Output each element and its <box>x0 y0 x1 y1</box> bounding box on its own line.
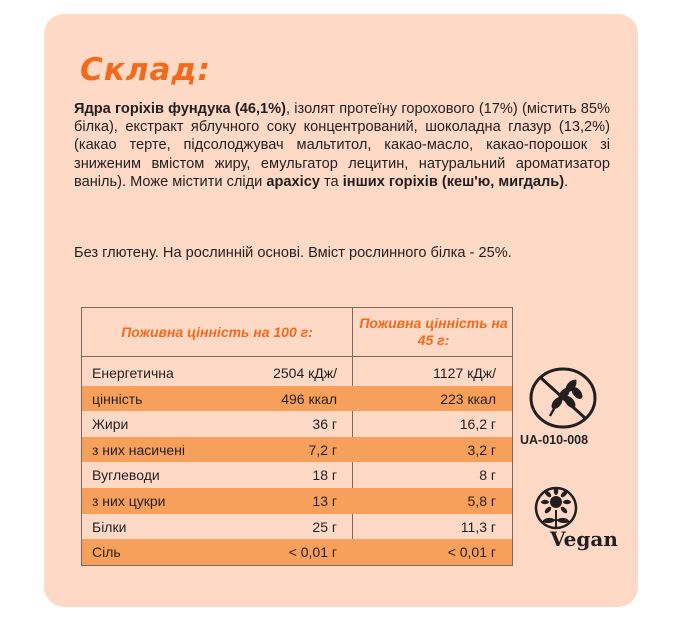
value-100g: 36 г <box>312 416 337 433</box>
gluten-free-icon <box>526 366 600 430</box>
value-45g: 5,8 г <box>467 492 496 509</box>
nutrition-rows <box>82 360 512 565</box>
value-100g: < 0,01 г <box>288 544 337 561</box>
value-100g: 25 г <box>312 518 337 535</box>
row-label: Енергетична <box>92 365 174 381</box>
value-45g: 223 ккал <box>440 390 496 407</box>
table-row <box>82 462 512 488</box>
value-45g: 1127 кДж/ <box>433 365 496 381</box>
table-row <box>82 411 512 437</box>
row-label: Сіль <box>92 544 121 561</box>
table-row <box>82 488 512 514</box>
value-100g: 18 г <box>312 467 337 484</box>
gluten-free-code: UA-010-008 <box>520 433 589 447</box>
table-row <box>82 386 512 412</box>
row-label: Жири <box>92 416 129 433</box>
composition-bold-3: інших горіхів (кеш'ю, мигдаль) <box>342 173 565 190</box>
value-45g: 3,2 г <box>467 441 496 458</box>
value-100g: 13 г <box>312 492 337 509</box>
page-title: Склад: <box>80 52 211 88</box>
header-per-100g: Поживна цінність на 100 г: <box>121 323 313 340</box>
value-45g: 16,2 г <box>459 416 496 433</box>
table-row <box>82 437 512 463</box>
row-label: Білки <box>92 518 127 535</box>
value-45g: < 0,01 г <box>447 544 496 561</box>
composition-bold-1: Ядра горіхів фундука (46,1%) <box>74 101 287 117</box>
vegan-label: Vegan <box>550 527 618 551</box>
row-label: з них цукри <box>92 492 166 509</box>
value-100g: 2504 кДж/ <box>273 365 337 381</box>
table-row <box>82 360 512 386</box>
extra-info: Без глютену. На рослинній основі. Вміст рослинного білка - 25%. <box>74 245 512 261</box>
header-per-45g: Поживна цінність на 45 г: <box>359 315 508 348</box>
header-divider <box>82 356 512 357</box>
table-row <box>82 539 512 565</box>
value-45g: 8 г <box>479 467 496 484</box>
nutrition-table <box>81 307 513 566</box>
composition-text-1: , ізолят протеїну горохового (17%) (містить 85% білка), екстракт яблучного соку концентрований, шоколадна глазур (13,2%) (какао терте, підсолоджувач мальтитол, какао-масло, какао-порошок зі зниженим вмістом жиру, емульгатор лецитин, натуральний ароматизатор ваніль). Може містити сліди <box>74 101 610 190</box>
value-100g: 496 ккал <box>281 390 337 407</box>
row-label: з них насичені <box>92 441 186 458</box>
table-row <box>82 514 512 540</box>
row-label: цінність <box>92 390 143 407</box>
composition-text-3: . <box>564 173 569 190</box>
vegan-icon <box>530 480 630 552</box>
composition-text-2: та <box>319 173 343 190</box>
composition-bold-2: арахісу <box>266 173 320 190</box>
row-label: Вуглеводи <box>92 467 160 484</box>
value-45g: 11,3 г <box>460 518 496 535</box>
value-100g: 7,2 г <box>308 441 337 458</box>
composition-text <box>74 100 610 191</box>
